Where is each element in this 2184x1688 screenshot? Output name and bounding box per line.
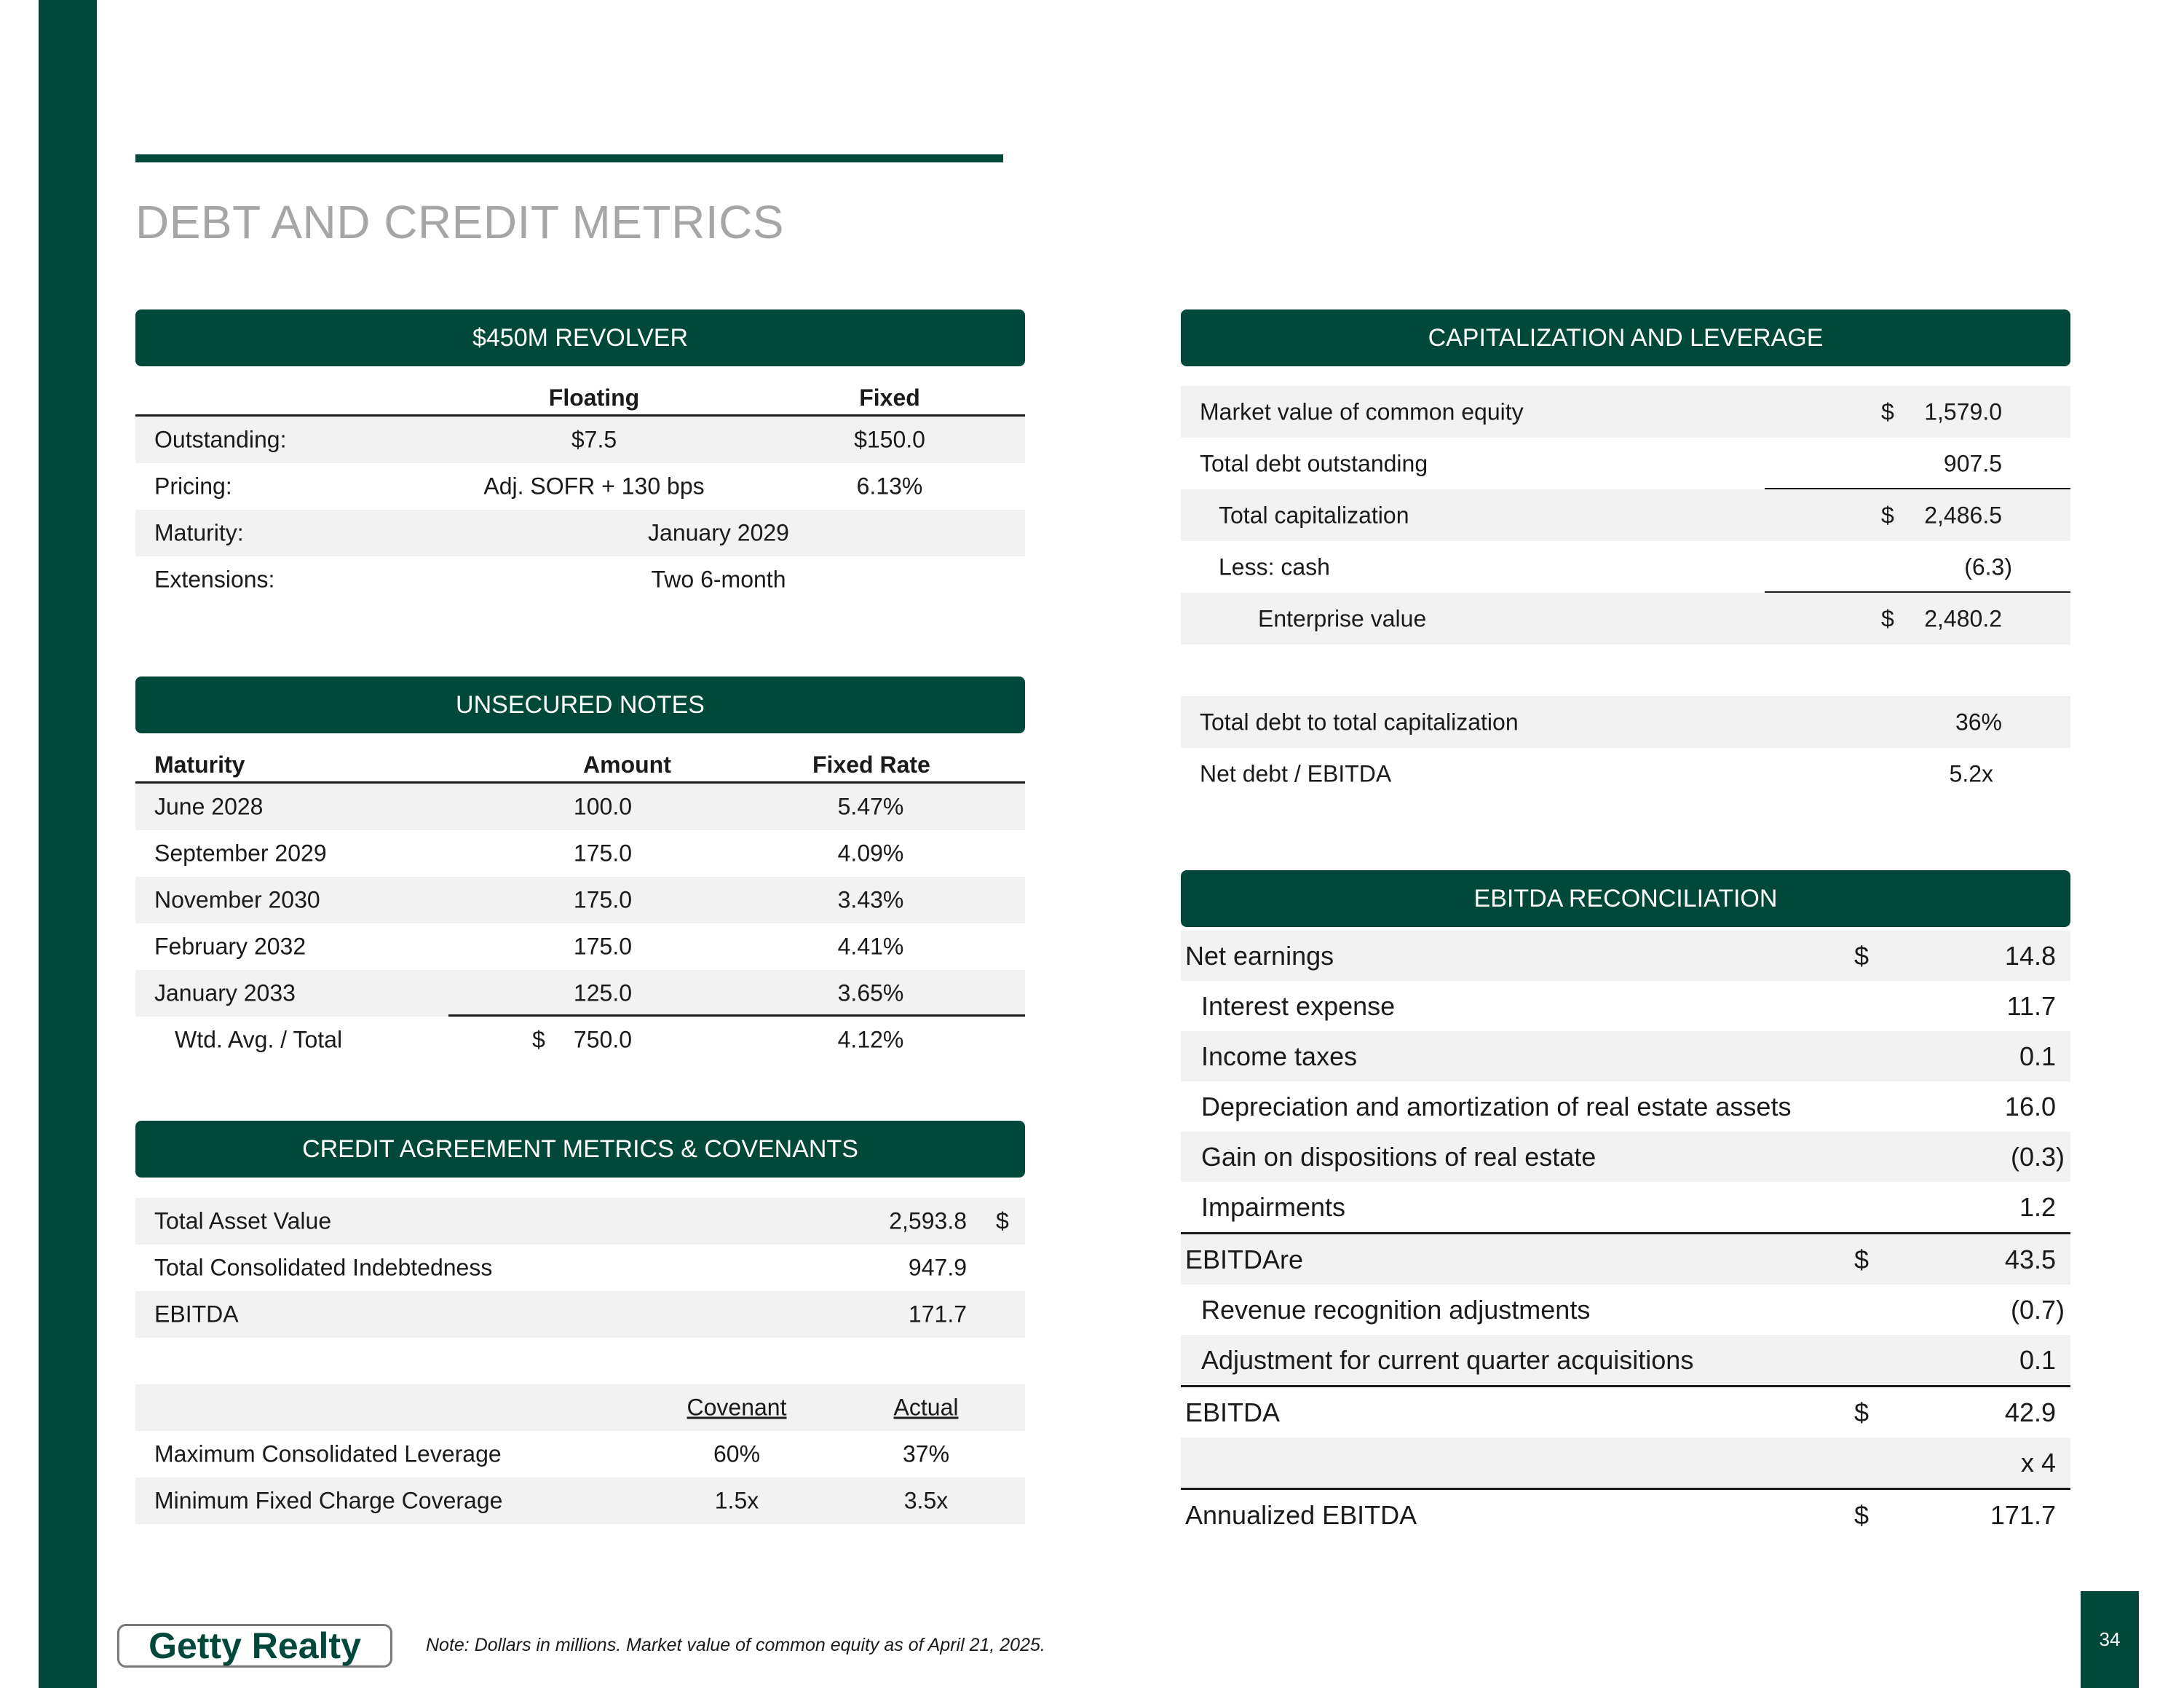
table-row [1181,1031,2070,1081]
note-rate: 4.41% [837,933,904,960]
metric-value: 947.9 [908,1254,967,1281]
row-label: Outstanding: [154,426,287,453]
col-fixed-rate: Fixed Rate [812,752,930,778]
footnote: Note: Dollars in millions. Market value of common equity as of April 21, 2025. [426,1635,1045,1655]
recon-value: 171.7 [1990,1499,2056,1530]
row-label: Maturity: [154,519,244,546]
note-maturity: November 2030 [154,886,320,913]
note-rate: 3.43% [837,886,904,913]
actual-value: 37% [902,1440,950,1467]
recon-value: 43.5 [2004,1244,2056,1274]
table-row [1181,438,2070,489]
recon-value: 0.1 [2019,1041,2056,1071]
note-maturity: June 2028 [154,793,264,820]
table-row [1181,593,2070,644]
ebitda-reconciliation-panel [1181,870,2070,1540]
table-row [1181,386,2070,438]
total-dollar-sign: $ [532,1026,545,1053]
recon-value: (0.3) [2010,1141,2065,1172]
note-maturity: September 2029 [154,840,327,867]
recon-value: 16.0 [2004,1091,2056,1121]
total-rate: 4.12% [837,1026,904,1053]
note-amount: 175.0 [573,840,632,867]
metric-label: Total Asset Value [154,1207,332,1234]
fixed-value: 6.13% [856,473,923,500]
table-row-total [135,1017,1025,1063]
table-row [1181,1335,2070,1385]
table-row [135,1198,1025,1245]
title-rule [135,154,1003,162]
unsecured-notes-header: UNSECURED NOTES [135,677,1025,733]
table-row [135,923,1025,970]
col-actual: Actual [893,1394,959,1421]
covenant-column-headers [135,1384,1025,1431]
recon-label: Revenue recognition adjustments [1201,1294,1591,1325]
unsecured-notes-panel [135,677,1025,1063]
capitalization-header: CAPITALIZATION AND LEVERAGE [1181,309,2070,366]
recon-label: Depreciation and amortization of real estate assets [1201,1091,1792,1121]
col-covenant: Covenant [687,1394,787,1421]
table-row [1181,748,2070,800]
table-row-subtotal [1181,1232,2070,1285]
metric-label: Total Consolidated Indebtedness [154,1254,493,1281]
recon-label: Adjustment for current quarter acquisitions [1201,1344,1694,1375]
metric-value: 2,593.8 [889,1207,967,1234]
note-rate: 5.47% [837,793,904,820]
cap-value: 2,480.2 [1924,605,2002,631]
note-amount: 100.0 [573,793,632,820]
table-row [1181,1081,2070,1132]
notes-column-headers [135,733,1025,784]
cap-label: Total debt outstanding [1200,450,1428,476]
recon-label: Gain on dispositions of real estate [1201,1141,1597,1172]
recon-label: Income taxes [1201,1041,1358,1071]
table-row [1181,1132,2070,1182]
cap-dollar: $ [1881,605,1894,631]
table-row [135,556,1025,603]
table-row [1181,696,2070,748]
metric-label: EBITDA [154,1301,239,1328]
page-number: 34 [2081,1591,2139,1688]
cap-value: 2,486.5 [1924,502,2002,528]
recon-value: 14.8 [2004,940,2056,971]
left-accent-bar [39,0,97,1688]
col-amount: Amount [583,752,671,778]
credit-metrics-panel [135,1121,1025,1524]
note-maturity: January 2033 [154,979,296,1006]
note-amount: 125.0 [573,979,632,1006]
covenant-label: Minimum Fixed Charge Coverage [154,1487,503,1514]
recon-value: 42.9 [2004,1397,2056,1427]
note-rate: 4.09% [837,840,904,867]
credit-metrics-header: CREDIT AGREEMENT METRICS & COVENANTS [135,1121,1025,1178]
recon-label: Net earnings [1185,940,1334,971]
cap-label: Enterprise value [1258,605,1427,631]
recon-value: 0.1 [2019,1344,2056,1375]
table-row [135,1291,1025,1338]
table-row [1181,1437,2070,1488]
row-label: Extensions: [154,566,275,593]
recon-value: 11.7 [2006,990,2056,1021]
table-row [135,1431,1025,1478]
fixed-value: $150.0 [854,426,925,453]
recon-label: Impairments [1201,1191,1346,1222]
cap-value: 907.5 [1943,450,2002,476]
table-row [1181,1285,2070,1335]
table-row [1181,931,2070,981]
capitalization-panel [1181,309,2070,800]
recon-dollar: $ [1854,1499,1870,1530]
extensions-value: Two 6-month [651,566,786,593]
recon-dollar: $ [1854,940,1870,971]
note-amount: 175.0 [573,933,632,960]
table-row [1181,981,2070,1031]
recon-value: 1.2 [2019,1191,2056,1222]
recon-label: EBITDA [1185,1397,1281,1427]
col-maturity: Maturity [154,752,245,778]
company-logo: Getty Realty [117,1624,392,1668]
cap-value: 1,579.0 [1924,398,2002,425]
cap-label: Market value of common equity [1200,398,1524,425]
revolver-panel [135,309,1025,603]
table-row [135,1245,1025,1291]
metric-value: 171.7 [908,1301,967,1328]
covenant-label: Maximum Consolidated Leverage [154,1440,502,1467]
total-label: Wtd. Avg. / Total [175,1026,343,1053]
note-rate: 3.65% [837,979,904,1006]
ebitda-reconciliation-header: EBITDA RECONCILIATION [1181,870,2070,927]
table-row-total [1181,1488,2070,1540]
table-row [135,877,1025,923]
covenant-value: 1.5x [714,1487,759,1514]
table-row [135,463,1025,510]
row-label: Pricing: [154,473,232,500]
total-amount: 750.0 [573,1026,632,1053]
recon-label: EBITDAre [1185,1244,1304,1274]
recon-label: Annualized EBITDA [1185,1499,1417,1530]
table-row [1181,1182,2070,1232]
recon-value: (0.7) [2010,1294,2065,1325]
note-amount: 175.0 [573,886,632,913]
table-row [1181,489,2070,541]
floating-value: $7.5 [571,426,617,453]
ratio-label: Net debt / EBITDA [1200,760,1392,786]
recon-dollar: $ [1854,1244,1870,1274]
note-maturity: February 2032 [154,933,306,960]
ratio-value: 5.2x [1949,760,1993,786]
cap-dollar: $ [1881,502,1894,528]
table-row [135,970,1025,1017]
col-fixed: Fixed [859,384,920,411]
metric-dollar: $ [996,1207,1009,1234]
cap-label: Less: cash [1219,553,1330,580]
recon-multiplier: x 4 [2020,1447,2056,1478]
table-row [135,784,1025,830]
table-row [135,417,1025,463]
ratio-label: Total debt to total capitalization [1200,709,1519,735]
ratio-value: 36% [1955,709,2002,735]
cap-label: Total capitalization [1219,502,1409,528]
covenant-value: 60% [713,1440,761,1467]
table-row [135,1478,1025,1524]
table-row [1181,541,2070,593]
cap-value: (6.3) [1964,553,2012,580]
revolver-column-headers [135,366,1025,417]
table-row [135,510,1025,556]
cap-dollar: $ [1881,398,1894,425]
page-title: DEBT AND CREDIT METRICS [135,196,785,248]
recon-label: Interest expense [1201,990,1396,1021]
floating-value: Adj. SOFR + 130 bps [483,473,705,500]
table-row [135,830,1025,877]
maturity-value: January 2029 [648,519,789,546]
revolver-header: $450M REVOLVER [135,309,1025,366]
table-row-subtotal [1181,1385,2070,1437]
col-floating: Floating [548,384,640,411]
recon-dollar: $ [1854,1397,1870,1427]
actual-value: 3.5x [903,1487,949,1514]
